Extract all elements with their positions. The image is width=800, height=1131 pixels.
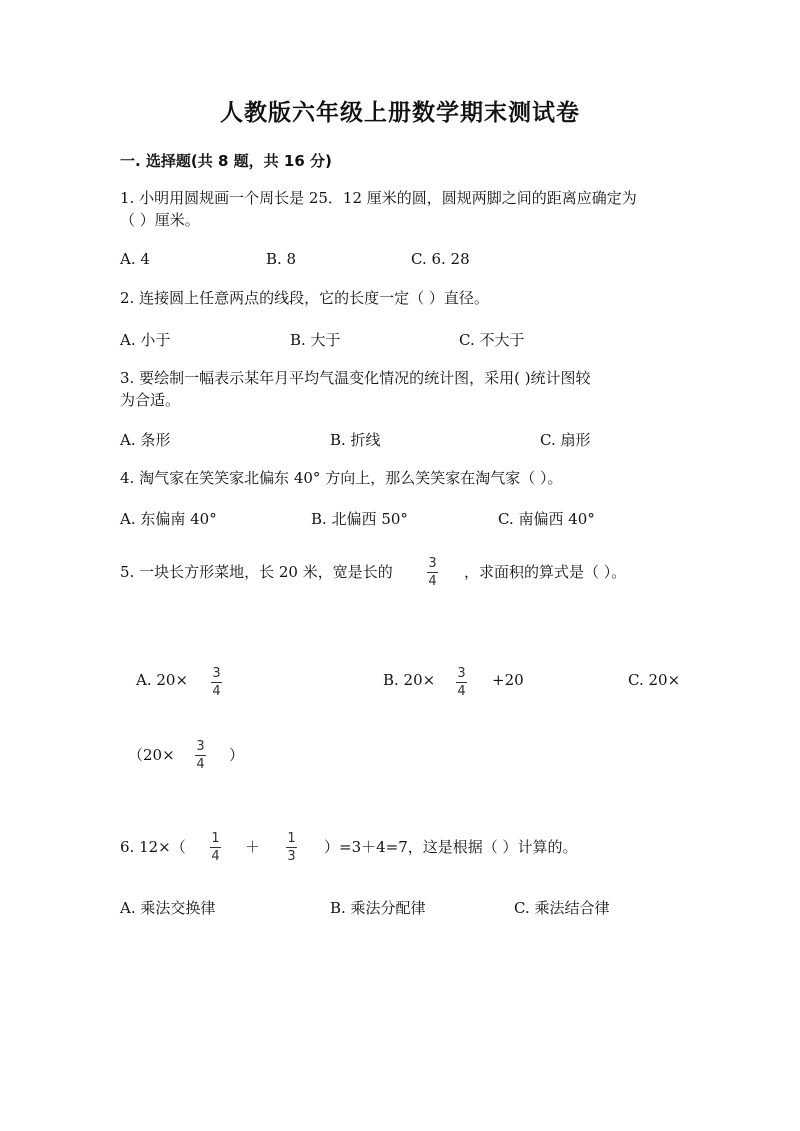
- question-2-option-c: C. 不大于: [459, 331, 525, 349]
- fraction-denominator: 4: [211, 849, 220, 864]
- question-3-text: 3. 要绘制一幅表示某年月平均气温变化情况的统计图，采用( )统计图较: [120, 369, 591, 387]
- question-5-option-a: A. 20×: [136, 671, 189, 689]
- question-4-text: 4. 淘气家在笑笑家北偏东 40° 方向上，那么笑笑家在淘气家（ ）。: [120, 469, 563, 487]
- question-5-option-c-cont: （20×: [128, 746, 175, 764]
- fraction: [427, 556, 438, 589]
- fraction-denominator: 4: [212, 684, 221, 699]
- question-6-text: 6. 12×（: [120, 838, 186, 856]
- fraction: [456, 666, 467, 699]
- fraction-bar: [456, 682, 467, 683]
- fraction-numerator: 3: [457, 666, 466, 681]
- question-6-text-end: ）=3＋4=7，这是根据（ ）计算的。: [324, 838, 578, 856]
- fraction-bar: [195, 755, 206, 756]
- question-4-option-c: C. 南偏西 40°: [498, 510, 595, 528]
- fraction-denominator: 4: [457, 684, 466, 699]
- section-heading: 一. 选择题(共 8 题，共 16 分): [120, 152, 332, 170]
- question-6-option-b: B. 乘法分配律: [330, 899, 426, 917]
- fraction-denominator: 4: [428, 574, 437, 589]
- fraction-numerator: 3: [196, 739, 205, 754]
- question-3-option-a: A. 条形: [120, 431, 171, 449]
- question-5-text-end: ，求面积的算式是（ ）。: [464, 563, 627, 581]
- question-6-option-c: C. 乘法结合律: [514, 899, 610, 917]
- question-5-option-c: C. 20×: [628, 671, 681, 689]
- fraction: [210, 831, 221, 864]
- question-1-text-cont: （ ）厘米。: [120, 211, 200, 229]
- fraction-bar: [210, 847, 221, 848]
- fraction-denominator: 3: [287, 849, 296, 864]
- question-6-option-a: A. 乘法交换律: [120, 899, 216, 917]
- question-5-option-c-end: ）: [229, 746, 245, 764]
- fraction-bar: [286, 847, 297, 848]
- question-1-option-c: C. 6. 28: [411, 250, 470, 268]
- question-5-option-b-end: +20: [492, 671, 524, 689]
- question-5-text: 5. 一块长方形菜地，长 20 米，宽是长的: [120, 563, 393, 581]
- question-4-option-a: A. 东偏南 40°: [120, 510, 217, 528]
- question-3-option-b: B. 折线: [330, 431, 381, 449]
- question-2-text: 2. 连接圆上任意两点的线段，它的长度一定（ ）直径。: [120, 289, 489, 307]
- fraction-numerator: 3: [212, 666, 221, 681]
- question-4-option-b: B. 北偏西 50°: [311, 510, 408, 528]
- question-3-option-c: C. 扇形: [540, 431, 591, 449]
- fraction-denominator: 4: [196, 757, 205, 772]
- fraction-numerator: 1: [287, 831, 296, 846]
- question-1-text: 1. 小明用圆规画一个周长是 25．12 厘米的圆，圆规两脚之间的距离应确定为: [120, 189, 637, 207]
- fraction-numerator: 1: [211, 831, 220, 846]
- question-1-option-a: A. 4: [120, 250, 150, 268]
- fraction: [195, 739, 206, 772]
- question-2-option-a: A. 小于: [120, 331, 171, 349]
- plus-sign: ＋: [245, 838, 261, 856]
- question-5-option-b: B. 20×: [383, 671, 436, 689]
- fraction-numerator: 3: [428, 556, 437, 571]
- question-1-option-b: B. 8: [266, 250, 297, 268]
- fraction: [286, 831, 297, 864]
- page-title: 人教版六年级上册数学期末测试卷: [220, 100, 580, 126]
- fraction-bar: [427, 572, 438, 573]
- fraction: [211, 666, 222, 699]
- question-2-option-b: B. 大于: [290, 331, 341, 349]
- fraction-bar: [211, 682, 222, 683]
- question-3-text-cont: 为合适。: [120, 391, 181, 409]
